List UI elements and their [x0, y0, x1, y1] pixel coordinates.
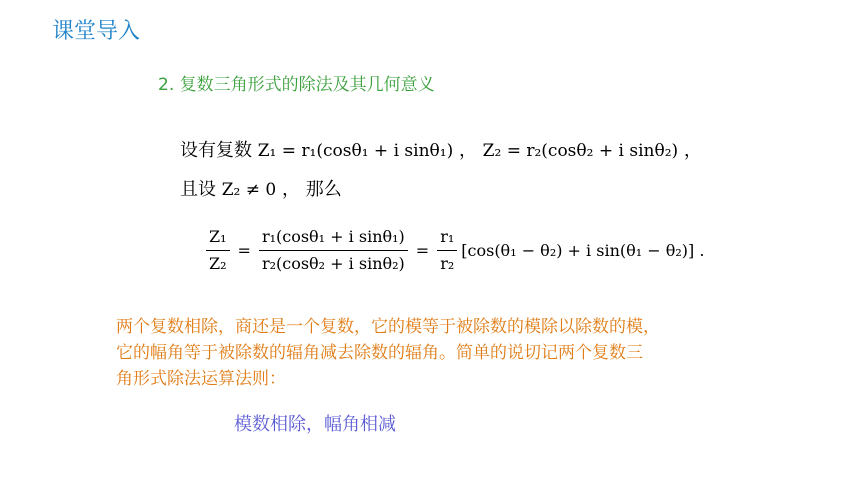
lhs-numerator: Z₁: [206, 224, 230, 251]
lhs-denominator: Z₂: [209, 254, 227, 273]
middle-denominator: r₂(cosθ₂ + i sinθ₂): [261, 254, 405, 273]
statement-line-1: [180, 136, 702, 162]
ratio-fraction: [437, 224, 457, 277]
equals-sign-2: =: [415, 241, 430, 260]
explanation-line-3: 角形式除法运算法则：: [116, 369, 286, 389]
nonzero-condition: Z₂ ≠ 0: [221, 180, 277, 200]
middle-numerator: r₁(cosθ₁ + i sinθ₁): [259, 224, 408, 251]
separator: ，: [458, 140, 477, 161]
statement-line-2: [180, 175, 342, 201]
statement-suffix: ，: [683, 140, 702, 161]
condition-suffix: ， 那么: [281, 179, 342, 200]
division-formula: [202, 224, 704, 277]
z2-definition: Z₂ = r₂(cosθ₂ + i sinθ₂): [482, 141, 679, 161]
statement-prefix: 设有复数: [180, 140, 252, 161]
ratio-denominator: r₂: [440, 254, 455, 273]
lhs-fraction: [206, 224, 230, 277]
ratio-numerator: r₁: [437, 224, 457, 251]
explanation-line-1: 两个复数相除，商还是一个复数，它的模等于被除数的模除以除数的模，: [116, 317, 660, 337]
equals-sign-1: =: [237, 241, 251, 260]
middle-fraction: [259, 224, 408, 277]
explanation-line-2: 它的幅角等于被除数的辐角减去除数的辐角。简单的说切记两个复数三: [116, 343, 643, 363]
z1-definition: Z₁ = r₁(cosθ₁ + i sinθ₁): [257, 141, 454, 161]
rule-summary: 模数相除，幅角相减: [234, 414, 396, 435]
condition-prefix: 且设: [180, 179, 216, 200]
section-subtitle: 2. 复数三角形式的除法及其几何意义: [158, 75, 435, 95]
formula-rhs: [cos(θ₁ − θ₂) + i sin(θ₁ − θ₂)] .: [461, 241, 705, 260]
slide-title: 课堂导入: [52, 19, 141, 44]
